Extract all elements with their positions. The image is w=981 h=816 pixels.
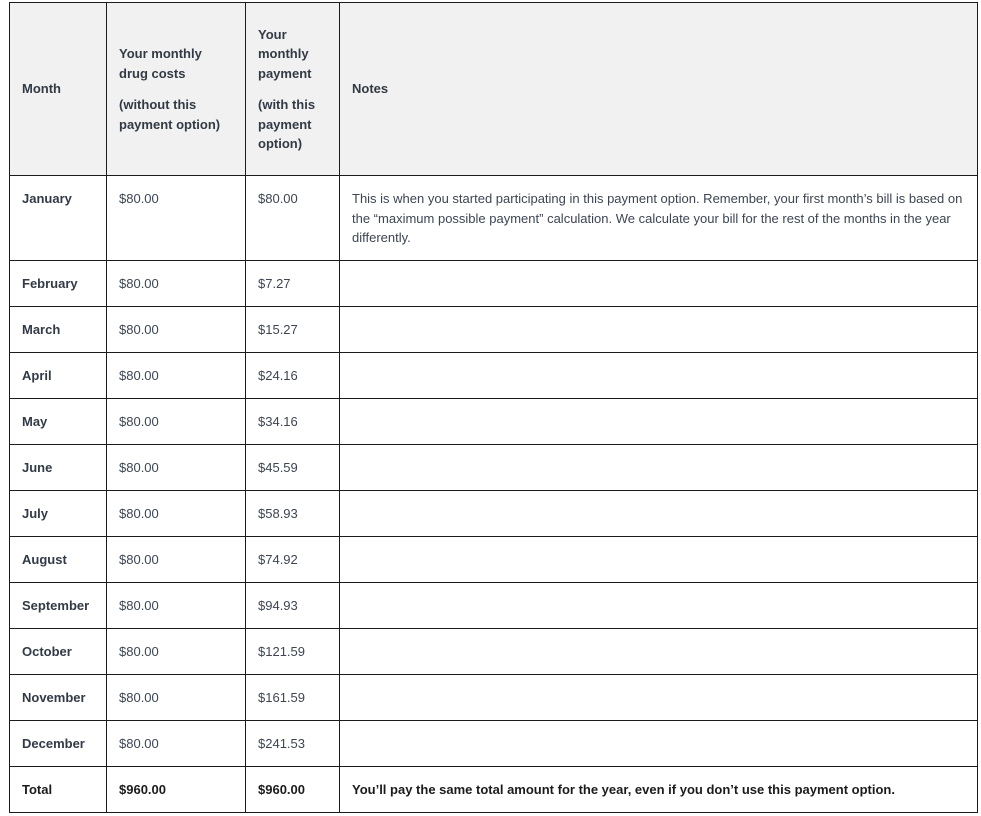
row-drug-cost: $80.00: [107, 176, 246, 261]
header-notes-label: Notes: [352, 81, 389, 97]
row-payment: $7.27: [246, 261, 340, 307]
row-drug-cost: $80.00: [107, 353, 246, 399]
row-month: October: [10, 629, 107, 675]
table-row: [10, 675, 978, 721]
row-month: November: [10, 675, 107, 721]
header-drug-costs-label: Your monthly drug costs: [119, 46, 202, 81]
table-row: [10, 399, 978, 445]
row-month: September: [10, 583, 107, 629]
table-body: [10, 176, 978, 813]
header-monthly-payment: [246, 3, 340, 176]
table-row: [10, 537, 978, 583]
row-notes: [340, 399, 978, 445]
row-drug-cost: $80.00: [107, 491, 246, 537]
row-drug-cost: $80.00: [107, 583, 246, 629]
row-payment: $45.59: [246, 445, 340, 491]
total-payment: $960.00: [246, 767, 340, 813]
row-month: February: [10, 261, 107, 307]
header-drug-costs-note: (without this payment option): [119, 97, 221, 132]
row-payment: $80.00: [246, 176, 340, 261]
table-row: [10, 491, 978, 537]
table-header: [10, 3, 978, 176]
monthly-payment-table: [9, 2, 978, 813]
row-drug-cost: $80.00: [107, 629, 246, 675]
row-drug-cost: $80.00: [107, 537, 246, 583]
row-notes: [340, 675, 978, 721]
header-month-label: Month: [22, 81, 61, 97]
row-month: April: [10, 353, 107, 399]
header-month: [10, 3, 107, 176]
row-drug-cost: $80.00: [107, 675, 246, 721]
row-notes: [340, 445, 978, 491]
header-row: [10, 3, 978, 176]
row-drug-cost: $80.00: [107, 721, 246, 767]
table-row: [10, 261, 978, 307]
row-payment: $161.59: [246, 675, 340, 721]
table-row: [10, 445, 978, 491]
row-drug-cost: $80.00: [107, 399, 246, 445]
header-monthly-payment-label: Your monthly payment: [258, 26, 312, 81]
row-payment: $15.27: [246, 307, 340, 353]
row-month: August: [10, 537, 107, 583]
row-drug-cost: $80.00: [107, 445, 246, 491]
header-drug-costs: [107, 3, 246, 176]
row-payment: $34.16: [246, 399, 340, 445]
row-drug-cost: $80.00: [107, 261, 246, 307]
row-notes: [340, 491, 978, 537]
row-notes: [340, 721, 978, 767]
table-row: [10, 721, 978, 767]
total-row: [10, 767, 978, 813]
row-payment: $58.93: [246, 491, 340, 537]
row-month: July: [10, 491, 107, 537]
table-row: [10, 353, 978, 399]
row-notes: [340, 537, 978, 583]
row-payment: $241.53: [246, 721, 340, 767]
row-payment: $94.93: [246, 583, 340, 629]
total-label: Total: [10, 767, 107, 813]
row-month: June: [10, 445, 107, 491]
row-notes: [340, 353, 978, 399]
row-drug-cost: $80.00: [107, 307, 246, 353]
row-month: January: [10, 176, 107, 261]
row-notes: [340, 307, 978, 353]
table-row: [10, 176, 978, 261]
table-row: [10, 629, 978, 675]
row-payment: $121.59: [246, 629, 340, 675]
row-payment: $24.16: [246, 353, 340, 399]
header-notes: [340, 3, 978, 176]
row-notes: This is when you started participating in this payment option. Remember, your first month’s bill is based on the “maximum possible payment” calculation. We calculate your bill for the rest of the months in the year differently.: [340, 176, 978, 261]
row-month: December: [10, 721, 107, 767]
table-row: [10, 307, 978, 353]
row-month: March: [10, 307, 107, 353]
row-notes: [340, 261, 978, 307]
table-row: [10, 583, 978, 629]
row-notes: [340, 629, 978, 675]
row-month: May: [10, 399, 107, 445]
row-notes: [340, 583, 978, 629]
row-payment: $74.92: [246, 537, 340, 583]
header-monthly-payment-note: (with this payment option): [258, 97, 316, 151]
payment-table-container: [9, 2, 977, 813]
total-drug-cost: $960.00: [107, 767, 246, 813]
total-notes: You’ll pay the same total amount for the year, even if you don’t use this payment option.: [340, 767, 978, 813]
